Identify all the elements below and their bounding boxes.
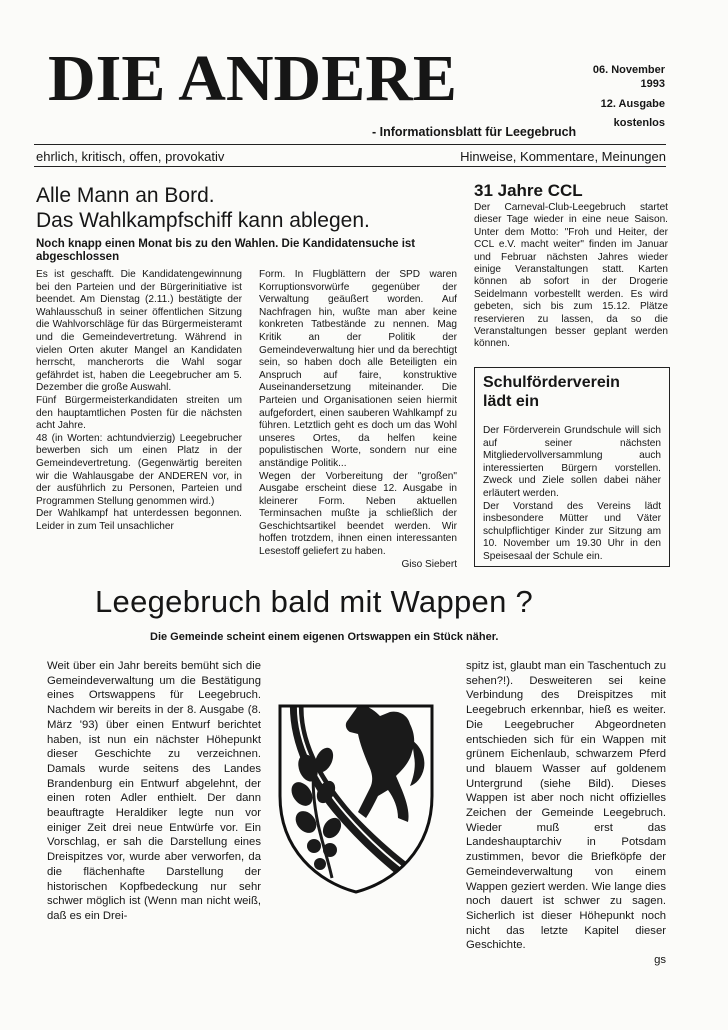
schul-box — [474, 367, 670, 567]
issue-number: 12. Ausgabe — [600, 98, 665, 110]
schul-body — [483, 425, 661, 564]
motto-rule — [34, 166, 666, 167]
masthead-subtitle: - Informationsblatt für Leegebruch — [372, 125, 577, 139]
lead-column-1 — [36, 269, 242, 533]
lead-paragraph: Der Wahlkampf hat unterdessen begonnen. Leider in zum Teil unsachlicher — [36, 508, 242, 532]
schul-paragraph: Der Vorstand des Vereins lädt insbesondere Mütter und Väter schulpflichtiger Kinder zur Sitzung am 10. November um 19.30 Uhr in den Speisesaal der Schule ein. — [483, 500, 661, 562]
schul-paragraph: Der Förderverein Grundschule will sich auf seiner nächsten Mitgliedervollversammlung auch interessierten Bürgern vorstellen. Zweck und Ziele sollen dabei näher erläutert werden. — [483, 425, 661, 499]
wappen-paragraph-right: spitz ist, glaubt man ein Taschentuch zu sehen?!). Desweiteren sei keine Verbindung des Dreispitzes mit Leegebruch erkennbar, hieß es weiter. Die Leegebrucher Abgeordneten entschieden sich für ein Wappen mit grünem Eichenlaub, schwarzem Pferd und blauem Wasser auf goldenem Untergrund (siehe Bild). Dieses Wappen ist aber noch nicht offizielles Zeichen der Gemeinde Leegebruch. Wieder muß erst das Landeshauptarchiv in Potsdam zustimmen, bevor die Briefköpfe der Gemeindeverwaltung von einem Wappen geziert werden. Wie lange dies noch dauert ist schwer zu sagen. Sicherlich ist dieser Höhepunkt noch nicht das letzte Kapitel dieser Geschichte. — [466, 660, 666, 952]
schul-title-1: Schulförderverein — [483, 374, 620, 391]
wappen-column-right — [466, 659, 666, 968]
motto-right: Hinweise, Kommentare, Meinungen — [460, 149, 666, 164]
masthead-title: DIE ANDERE — [48, 42, 457, 115]
lead-paragraph: Form. In Flugblättern der SPD waren Korruptionsvorwürfe gegenüber der Verwaltung geäußert worden. Auf Nachfragen hin, wußte man aber keine konkreten Tatbestände zu nennen. Mag Kritik an der Politik der Gemeindeverwaltung hier und da berechtigt sein, so haben doch alle Beteiligten ein Anspruch auf faire, konstruktive Auseinandersetzung miteinander. Die Parteien und Organisationen seien hiermit aufgefordert, einen sauberen Wahlkampf zu führen. Letztlich geht es doch um das Wohl unseres Ortes, da helfen keine populistischen Worte, sondern nur eine anständige Politik... — [259, 269, 457, 469]
ccl-title: 31 Jahre CCL — [474, 181, 583, 200]
wappen-deck: Die Gemeinde scheint einem eigenen Ortswappen ein Stück näher. — [150, 631, 499, 643]
coat-of-arms-image — [274, 700, 438, 896]
issue-price: kostenlos — [613, 117, 665, 129]
issue-date: 06. November — [592, 64, 665, 76]
lead-headline-2: Das Wahlkampfschiff kann ablegen. — [36, 209, 370, 232]
ccl-body: Der Carneval-Club-Leegebruch startet dieser Tage wieder in eine neue Saison. Unter dem Motto: "Froh und Heiter, der CCL e.V. macht weiter" finden im Januar und Februar nächsten Jahres wieder einige Veranstaltungen statt. Karten können ab sofort in der Drogerie Seidelmann vorbestellt werden. Es wird gebeten, sich bis zum 15.12. Plätze reservieren zu lassen, da so die Veranstaltungen besser geplant werden können. — [474, 202, 668, 350]
masthead-rule — [34, 144, 666, 145]
lead-signature: Giso Siebert — [401, 558, 457, 570]
wappen-signature: gs — [654, 954, 666, 967]
wappen-paragraph-left: Weit über ein Jahr bereits bemüht sich die Gemeindeverwaltung um die Bestätigung eines Ortswappens für Leegebruch. Nachdem wir bereits in der 8. Ausgabe (8. März '93) über einen Entwurf berichtet haben, ist nun ein nächster Höhepunkt dieser Geschichte zu verzeichnen. Damals wurde seitens des Landes Brandenburg ein Entwurf abgelehnt, der einen roten Adler enthielt. Der dann beauftragte Heraldiker legte nun vor einiger Zeit drei neue Entwürfe vor. Ein Vorschlag, er sah die Darstellung eines Dreispitzes vor, wurde aber verworfen, da die flächenhafte Darstellung der historischen Kopfbedeckung nur sehr schwer möglich ist (Wenn man nicht weiß, daß es ein Drei- — [47, 660, 261, 922]
wappen-column-left — [47, 659, 261, 924]
lead-paragraph: Es ist geschafft. Die Kandidatengewinnung bei den Parteien und der Bürgerinitiative ist beendet. Am Dienstag (2.11.) bestätigte der Wahlausschuß in seiner öffentlichen Sitzung die Wahlvorschläge für das Bürgermeisteramt und die Gemeindevertretung. Während in vielen Orten akuter Mangel an Kandidaten herrscht, mancherorts die Wahl sogar gefährdet ist, haben die Leegebrucher am 5. Dezember die große Auswahl. — [36, 269, 242, 394]
lead-paragraph: Wegen der Vorbereitung der "großen" Ausgabe erscheint diese 12. Ausgabe in kleinerer Form. Neben aktuellen Terminsachen mußte ja schließlich der Geschichtsartikel beendet werden. Wir hoffen trotzdem, ihnen einen interessanten Lesestoff geliefert zu haben. — [259, 470, 457, 558]
lead-column-2 — [259, 269, 457, 571]
schul-title-2: lädt ein — [483, 393, 540, 410]
motto-left: ehrlich, kritisch, offen, provokativ — [36, 149, 225, 164]
issue-year: 1993 — [640, 78, 665, 90]
lead-paragraph: 48 (in Worten: achtundvierzig) Leegebrucher bewerben sich um einen Platz in der Gemeindevertretung. (Gegenwärtig bereiten wir die Wahlausgabe der ANDEREN vor, in der ausführlich zu Personen, Parteien und Programmen Stellung genommen wird.) — [36, 432, 242, 507]
lead-headline-1: Alle Mann an Bord. — [36, 184, 215, 207]
lead-paragraph: Fünf Bürgermeisterkandidaten streiten um den hauptamtlichen Posten für die nächsten acht Jahre. — [36, 394, 242, 432]
issue-info — [593, 63, 665, 130]
wappen-headline: Leegebruch bald mit Wappen ? — [95, 584, 534, 619]
coat-of-arms-icon — [274, 700, 438, 896]
lead-deck: Noch knapp einen Monat bis zu den Wahlen. Die Kandidatensuche ist abgeschlossen — [36, 238, 416, 263]
